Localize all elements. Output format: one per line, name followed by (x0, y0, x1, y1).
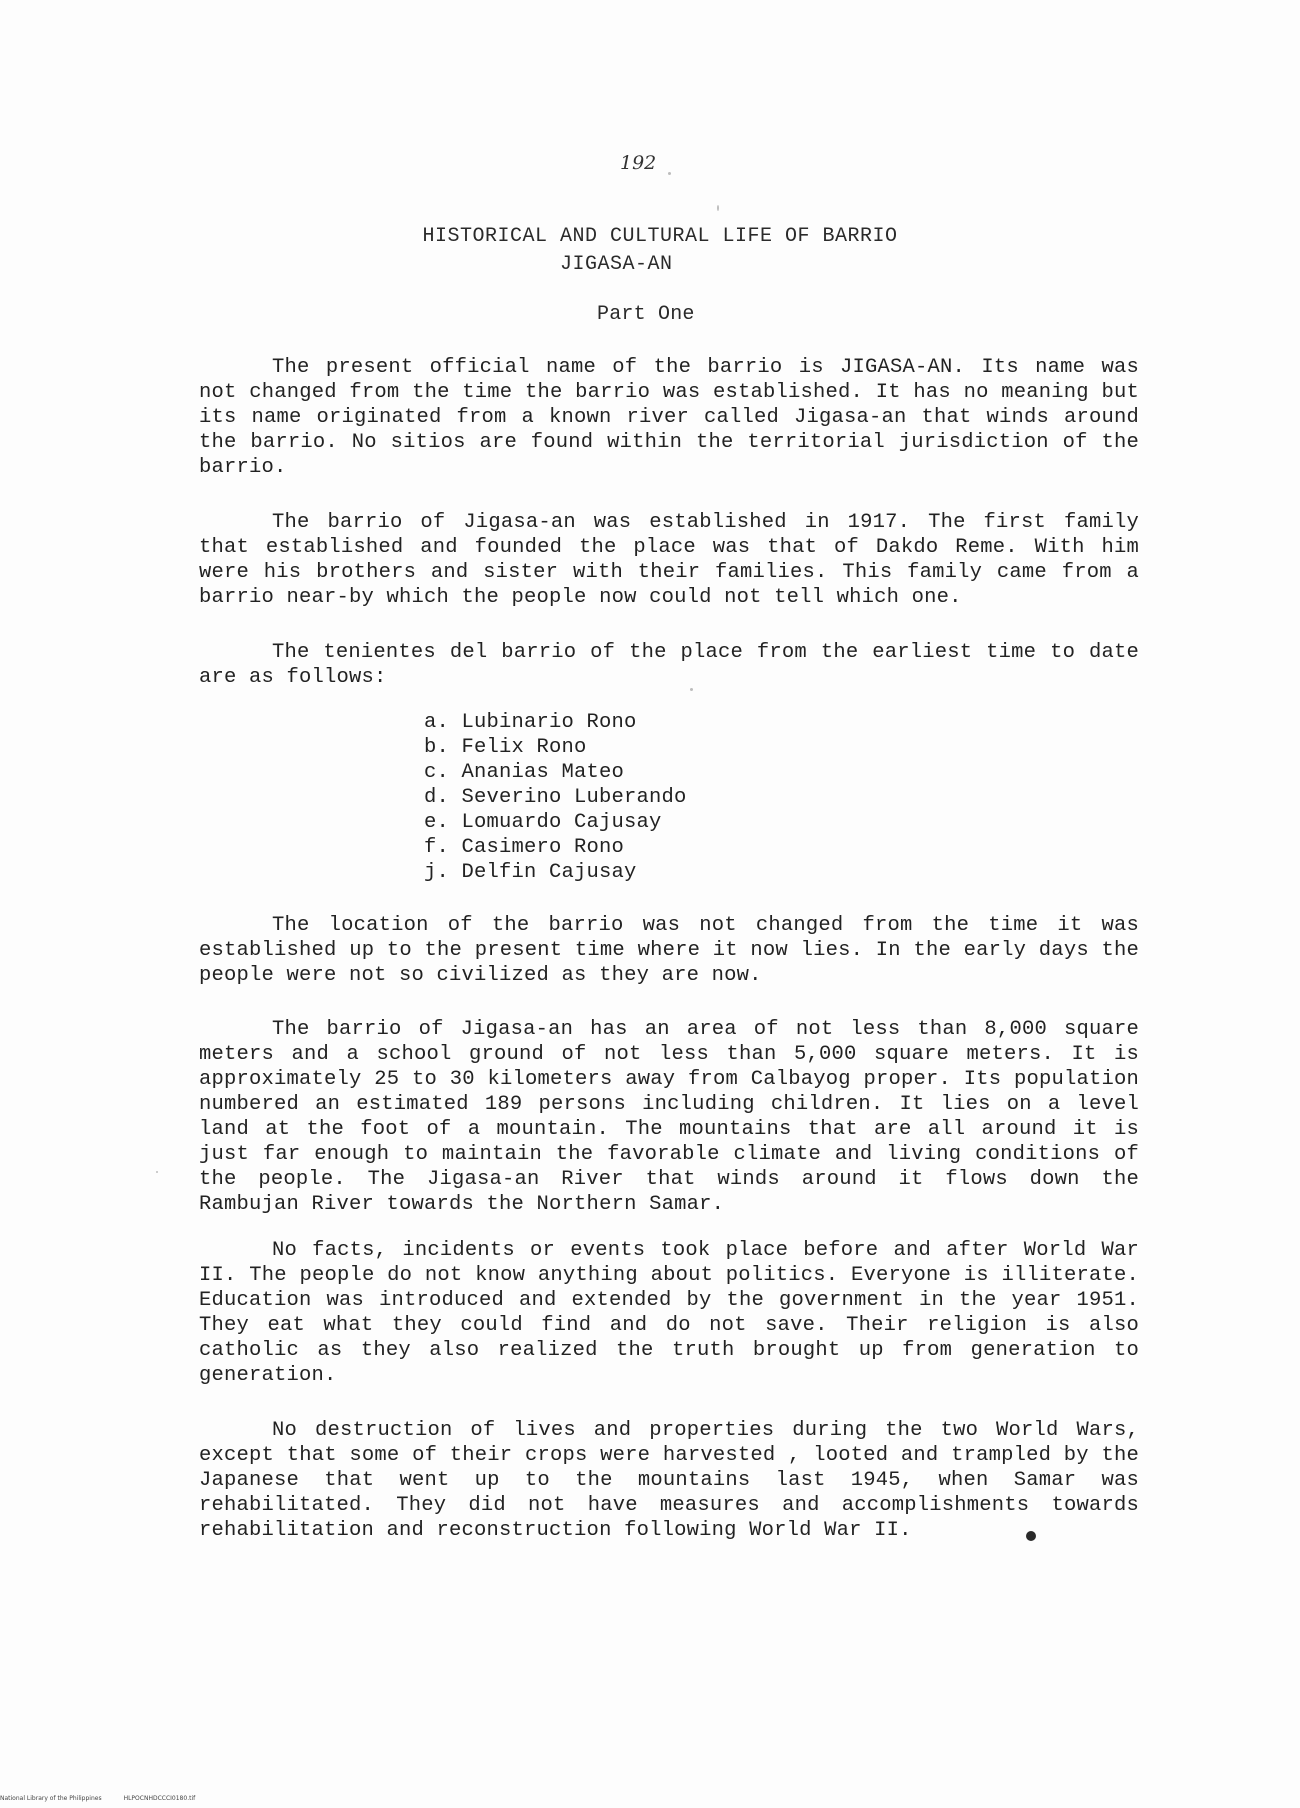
paragraph-area-population: The barrio of Jigasa-an has an area of not less than 8,000 square meters and a school ground of not less than 5,000 square meters. It is approximately 25 to 30 kilometers away from Calbayog proper. Its population numbered an estimated 189 persons including children. It lies on a level land at the foot of a mountain. The mountains that are all around it is just far enough to maintain the favorable climate and living conditions of the people. The Jigasa-an River that winds around it flows down the Rambujan River towards the Northern Samar. (199, 1018, 1139, 1216)
scan-speck (668, 172, 671, 175)
barrio-name-heading: JIGASA-AN (560, 253, 673, 276)
paragraph-official-name: The present official name of the barrio is JIGASA-AN. Its name was not changed from the time the barrio was established. It has no meaning but its name originated from a known river called Jigasa-an that winds around the barrio. No sitios are found within the territorial jurisdiction of the barrio. (199, 356, 1139, 479)
document-title: HISTORICAL AND CULTURAL LIFE OF BARRIO (422, 225, 898, 248)
list-item: c. Ananias Mateo (424, 761, 625, 784)
paragraph-tenientes-intro: The tenientes del barrio of the place from the earliest time to date are as follows: (199, 641, 1139, 689)
scan-speck (690, 688, 693, 691)
paragraph-history-events: No facts, incidents or events took place before and after World War II. The people do not know anything about politics. Everyone is illiterate. Education was introduced and extended by the government in the year 1951. They eat what they could find and do not save. Their religion is also catholic as they also realized the truth brought up from generation to generation. (199, 1239, 1139, 1387)
paragraph-establishment: The barrio of Jigasa-an was established in 1917. The first family that established and founded the place was that of Dakdo Reme. With him were his brothers and sister with their families. This family came from a barrio near-by which the people now could not tell which one. (199, 511, 1139, 609)
list-item: f. Casimero Rono (424, 836, 625, 859)
footer-file-name: HLPOCNHDCCCI0180.tif (123, 1795, 196, 1802)
footer-credit (0, 1795, 195, 1802)
part-heading: Part One (597, 303, 695, 326)
scan-speck (156, 1171, 158, 1173)
list-item: b. Felix Rono (424, 736, 587, 759)
list-item: e. Lomuardo Cajusay (424, 811, 662, 834)
list-item: j. Delfin Cajusay (424, 861, 637, 884)
list-item: d. Severino Luberando (424, 786, 687, 809)
paragraph-location: The location of the barrio was not changed from the time it was established up to the present time where it now lies. In the early days the people were not so civilized as they are now. (199, 914, 1139, 987)
tenientes-list (424, 710, 687, 885)
paragraph-world-wars: No destruction of lives and properties during the two World Wars, except that some of their crops were harvested , looted and trampled by the Japanese that went up to the mountains last 1945, when Samar was rehabilitated. They did not have measures and accomplishments towards rehabilitation and reconstruction following World War II. (199, 1419, 1139, 1542)
end-mark (1026, 1531, 1036, 1541)
scan-speck (717, 205, 719, 211)
page-number: 192 (620, 152, 657, 174)
footer-library-name: National Library of the Philippines (0, 1795, 102, 1802)
list-item: a. Lubinario Rono (424, 711, 637, 734)
